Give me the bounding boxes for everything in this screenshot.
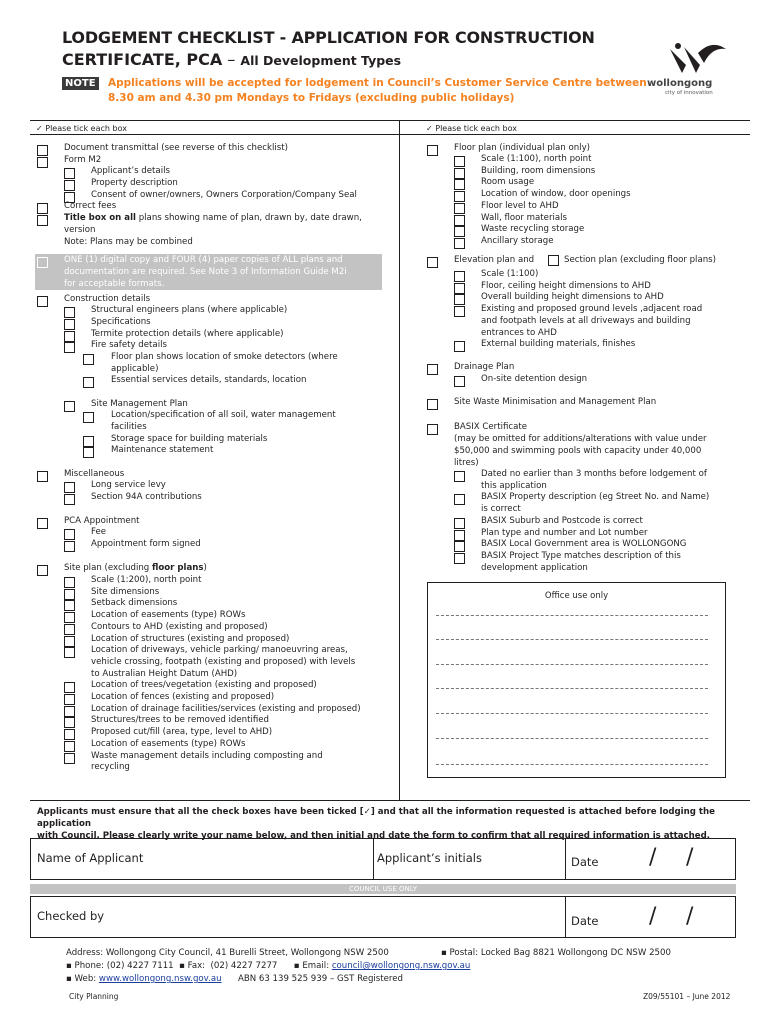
site-list-item: Location of fences (existing and proposed) — [91, 692, 275, 702]
logo-sub: city of innovation — [665, 90, 713, 96]
checkbox-doc-transmittal[interactable] — [37, 145, 48, 156]
elev-list-checkbox[interactable] — [454, 294, 465, 305]
item-misc: Miscellaneous — [64, 469, 125, 479]
checkbox-title-box[interactable] — [37, 215, 48, 226]
basix-list-checkbox[interactable] — [454, 494, 465, 505]
date-slash: / — [649, 904, 657, 929]
address-label: Address: — [66, 948, 104, 958]
fax-label: ▪ Fax: — [179, 961, 206, 971]
checkbox-basix[interactable] — [427, 424, 438, 435]
elevation-and: and — [515, 255, 535, 265]
note-line-1: Applications will be accepted for lodgement in Council’s Customer Service Centre between — [108, 77, 647, 89]
office-use-line[interactable] — [436, 615, 708, 616]
checkbox-construction-details[interactable] — [37, 296, 48, 307]
column-divider — [399, 120, 400, 800]
copies-line-1: ONE (1) digital copy and FOUR (4) paper copies of ALL plans and — [64, 255, 343, 265]
elev-list-item: entrances to AHD — [481, 327, 557, 338]
section-label: Section plan — [564, 255, 618, 265]
basix-list-item: Dated no earlier than 3 months before lodgement of — [481, 469, 707, 479]
office-use-line[interactable] — [436, 713, 708, 714]
floor-list-item: Room usage — [481, 177, 535, 188]
checkbox-structural[interactable] — [64, 307, 75, 318]
site-list-checkbox[interactable] — [64, 694, 75, 705]
checkbox-drainage[interactable] — [427, 364, 438, 375]
title-rest: APPLICATION FOR CONSTRUCTION — [291, 28, 595, 47]
checkbox-termite[interactable] — [64, 331, 75, 342]
site-list-item: vehicle crossing, footpath (existing and proposed) with levels — [91, 656, 356, 667]
floor-list-checkbox[interactable] — [454, 215, 465, 226]
basix-list-item: BASIX Property description (eg Street No. and Name) — [481, 492, 710, 503]
tick-instruction-left: ✓ Please tick each box — [36, 124, 127, 133]
item-s94a: Section 94A contributions — [91, 492, 202, 502]
postal-text: Locked Bag 8821 Wollongong DC NSW 2500 — [478, 948, 671, 958]
checkbox-form-m2[interactable] — [37, 157, 48, 168]
item-applicant-details: Applicant’s details — [91, 166, 170, 176]
web-link[interactable]: www.wollongong.nsw.gov.au — [98, 974, 222, 984]
checkbox-elevation[interactable] — [427, 257, 438, 268]
item-structural: Structural engineers plans (where applicable) — [91, 305, 288, 315]
document-ref: Z09/55101 – June 2012 — [643, 992, 731, 1001]
site-list-item: recycling — [91, 762, 130, 773]
checkbox-appt-form[interactable] — [64, 541, 75, 552]
checkbox-floor-plan[interactable] — [427, 145, 438, 156]
item-maintenance: Maintenance statement — [111, 445, 214, 455]
site-list-item: Waste management details including composting and — [91, 750, 323, 761]
basix-list-item: this application — [481, 480, 547, 491]
abn-text: ABN 63 139 525 939 – GST Registered — [237, 974, 404, 984]
item-note-plans — [64, 237, 193, 249]
site-list-checkbox[interactable] — [64, 647, 75, 658]
floor-list-checkbox[interactable] — [454, 226, 465, 237]
site-list-item: Location of trees/vegetation (existing and proposed) — [91, 680, 317, 691]
title-bold: LODGEMENT CHECKLIST - — [62, 28, 292, 47]
applicant-box — [30, 838, 736, 880]
council-use-bar: COUNCIL USE ONLY — [30, 884, 736, 894]
site-plan-floor: floor plans — [152, 563, 204, 573]
note-text — [108, 76, 647, 106]
item-onsite: On-site detention design — [481, 374, 588, 384]
checkbox-specifications[interactable] — [64, 319, 75, 330]
footer-postal — [441, 947, 671, 960]
divider — [30, 120, 750, 121]
applicant-initials-field[interactable] — [481, 839, 561, 879]
item-section — [564, 255, 716, 267]
basix-list-item: BASIX Project Type matches description of this — [481, 550, 681, 561]
note-plans-label: Note: — [64, 237, 88, 247]
item-smoke-2: applicable) — [111, 364, 159, 374]
item-form-m2: Form M2 — [64, 155, 102, 165]
basix-list-checkbox[interactable] — [454, 530, 465, 541]
floor-plan-label: Floor plan — [454, 143, 497, 153]
site-list-item: to Australian Height Datum (AHD) — [91, 668, 238, 679]
checkbox-fire-safety[interactable] — [64, 342, 75, 353]
date-slash: / — [649, 845, 657, 870]
subtitle-bold: CERTIFICATE, PCA — [62, 50, 223, 69]
floor-list-item: Scale (1:100), north point — [481, 154, 592, 164]
page-title — [62, 28, 595, 48]
checkbox-essential[interactable] — [83, 377, 94, 388]
basix-list-checkbox[interactable] — [454, 471, 465, 482]
floor-list-item: Location of window, door openings — [481, 189, 631, 200]
item-basix: BASIX Certificate — [454, 422, 528, 432]
elev-list-checkbox[interactable] — [454, 341, 465, 352]
item-essential: Essential services details, standards, location — [111, 375, 307, 385]
item-long-service: Long service levy — [91, 480, 166, 490]
checkbox-applicant-details[interactable] — [64, 168, 75, 179]
divider — [30, 134, 750, 135]
declaration-line-1 — [37, 806, 727, 830]
site-list-checkbox[interactable] — [64, 624, 75, 635]
basix-list-checkbox[interactable] — [454, 541, 465, 552]
floor-list-item: Floor level to AHD — [481, 200, 559, 211]
date-slash: / — [686, 904, 694, 929]
item-appt-form: Appointment form signed — [91, 539, 201, 549]
name-of-applicant-label: Name of Applicant — [37, 851, 144, 865]
postal-label: ▪ Postal: — [441, 948, 479, 958]
field-divider — [565, 897, 566, 937]
elev-list-item: External building materials, finishes — [481, 339, 636, 350]
item-pca-appt: PCA Appointment — [64, 516, 140, 526]
title-box-bold: Title box on all — [64, 213, 136, 223]
site-plan-excl: (excluding — [101, 563, 152, 573]
checkbox-soil[interactable] — [83, 412, 94, 423]
elev-list-checkbox[interactable] — [454, 283, 465, 294]
basix-list-checkbox[interactable] — [454, 553, 465, 564]
web-label: ▪ Web: — [66, 974, 97, 984]
tick-icon: ✓ — [363, 807, 371, 817]
checked-by-field[interactable] — [121, 897, 551, 937]
site-list-checkbox[interactable] — [64, 636, 75, 647]
basix-list-item: BASIX Suburb and Postcode is correct — [481, 515, 643, 526]
fax-text: (02) 4227 7277 — [205, 961, 294, 971]
site-list-checkbox[interactable] — [64, 589, 75, 600]
office-use-line[interactable] — [436, 688, 708, 689]
item-termite: Termite protection details (where applicable) — [91, 329, 284, 339]
item-construction-details: Construction details — [64, 294, 151, 304]
subtitle-sub: All Development Types — [240, 53, 402, 68]
tick-instruction-right: ✓ Please tick each box — [426, 124, 517, 133]
checkbox-long-service[interactable] — [64, 482, 75, 493]
site-plan-label: Site plan — [64, 563, 102, 573]
declaration-text — [37, 806, 727, 842]
checkbox-site-plan[interactable] — [37, 565, 48, 576]
item-smoke-1: Floor plan shows location of smoke detectors (where — [111, 352, 338, 362]
item-basix-note-2: $50,000 and swimming pools with capacity under 40,000 — [454, 446, 702, 456]
office-use-line[interactable] — [436, 639, 708, 640]
declaration-line-2: with Council. Please clearly write your name below, and then initial and date the form to confirm that all required information is attached. — [37, 831, 711, 841]
site-list-checkbox[interactable] — [64, 612, 75, 623]
footer-line-1 — [66, 947, 389, 960]
elev-list-item: Overall building height dimensions to AHD — [481, 292, 664, 303]
page-subtitle — [62, 50, 401, 71]
section-note: (excluding floor plans) — [617, 255, 716, 265]
checkbox-smoke-detectors[interactable] — [83, 354, 94, 365]
checkbox-fee[interactable] — [64, 529, 75, 540]
site-list-item: Location of driveways, vehicle parking/ manoeuvring areas, — [91, 645, 348, 656]
site-list-item: Structures/trees to be removed identified — [91, 715, 269, 726]
item-site-mgmt: Site Management Plan — [91, 399, 188, 409]
item-elevation — [454, 255, 534, 267]
item-drainage: Drainage Plan — [454, 362, 515, 372]
floor-list-checkbox[interactable] — [454, 179, 465, 190]
date-label: Date — [571, 855, 599, 869]
phone-text: (02) 4227 7111 — [104, 961, 180, 971]
site-list-item: Location of easements (type) ROWs — [91, 738, 246, 749]
site-list-item: Contours to AHD (existing and proposed) — [91, 621, 268, 632]
floor-list-item: Ancillary storage — [481, 235, 554, 246]
floor-list-checkbox[interactable] — [454, 203, 465, 214]
checkbox-pca-appt[interactable] — [37, 518, 48, 529]
elev-list-item: and footpath levels at all driveways and building — [481, 315, 691, 326]
note-line-2: 8.30 am and 4.30 pm Mondays to Fridays (excluding public holidays) — [108, 92, 515, 104]
site-list-checkbox[interactable] — [64, 717, 75, 728]
floor-plan-note: (individual plan only) — [496, 143, 591, 153]
title-box-rest: plans showing name of plan, drawn by, date drawn, — [135, 213, 362, 223]
checkbox-correct-fees[interactable] — [37, 203, 48, 214]
item-waste-min: Site Waste Minimisation and Management Plan — [454, 397, 657, 407]
footer-line-3 — [66, 973, 403, 986]
copies-line-2: documentation are required. See Note 3 of Information Guide M2i — [64, 267, 347, 277]
checkbox-maintenance[interactable] — [83, 447, 94, 458]
email-label: ▪ Email: — [293, 961, 330, 971]
item-site-plan — [64, 563, 207, 575]
floor-list-checkbox[interactable] — [454, 238, 465, 249]
checkbox-property-description[interactable] — [64, 180, 75, 191]
site-plan-close: ) — [203, 563, 207, 573]
site-list-item: Site dimensions — [91, 586, 160, 597]
site-list-checkbox[interactable] — [64, 577, 75, 588]
site-list-item: Setback dimensions — [91, 598, 178, 609]
site-list-item: Proposed cut/fill (area, type, level to AHD) — [91, 727, 273, 738]
note-plans-text: Plans may be combined — [87, 237, 193, 247]
elev-list-item: Scale (1:100) — [481, 269, 539, 279]
footer-line-2 — [66, 960, 470, 973]
office-use-line[interactable] — [436, 738, 708, 739]
office-use-line[interactable] — [436, 664, 708, 665]
item-doc-transmittal: Document transmittal (see reverse of this checklist) — [64, 143, 288, 153]
item-floor-plan — [454, 143, 590, 155]
site-list-checkbox[interactable] — [64, 729, 75, 740]
item-property-description: Property description — [91, 178, 178, 188]
checkbox-section[interactable] — [548, 255, 559, 266]
checked-by-box — [30, 896, 736, 938]
item-fire-safety: Fire safety details — [91, 340, 167, 350]
elevation-label: Elevation plan — [454, 255, 516, 265]
checked-by-label: Checked by — [37, 909, 105, 923]
note-badge: NOTE — [62, 77, 99, 90]
floor-list-checkbox[interactable] — [454, 168, 465, 179]
checkbox-storage[interactable] — [83, 436, 94, 447]
basix-list-item: BASIX Local Government area is WOLLONGONG — [481, 539, 687, 550]
logo-name: wollongong — [647, 78, 713, 89]
phone-label: ▪ Phone: — [66, 961, 105, 971]
elev-list-checkbox[interactable] — [454, 271, 465, 282]
wollongong-logo-icon — [668, 43, 728, 75]
item-title-box — [64, 213, 362, 225]
declaration-part-2: ] and that all the information requested is attached before lodging the application — [37, 807, 715, 829]
site-list-item: Scale (1:200), north point — [91, 575, 202, 585]
checkbox-s94a[interactable] — [64, 494, 75, 505]
item-title-box-version: version — [64, 225, 96, 235]
item-basix-note-3: litres) — [454, 458, 479, 468]
checkbox-waste-min[interactable] — [427, 399, 438, 410]
office-use-box — [427, 582, 726, 778]
site-list-checkbox[interactable] — [64, 682, 75, 693]
item-basix-note-1: (may be omitted for additions/alterations with value under — [454, 434, 707, 444]
date-slash: / — [686, 845, 694, 870]
item-consent-owner: Consent of owner/owners, Owners Corporation/Company Seal — [91, 190, 357, 200]
site-list-checkbox[interactable] — [64, 753, 75, 764]
site-list-item: Location of drainage facilities/services (existing and proposed) — [91, 703, 361, 714]
site-list-item: Location of easements (type) ROWs — [91, 610, 246, 621]
item-correct-fees: Correct fees — [64, 201, 117, 211]
basix-list-checkbox[interactable] — [454, 518, 465, 529]
floor-list-checkbox[interactable] — [454, 191, 465, 202]
checkbox-onsite[interactable] — [454, 376, 465, 387]
item-soil-1: Location/specification of all soil, water management — [111, 410, 336, 420]
office-use-line[interactable] — [436, 764, 708, 765]
date-label: Date — [571, 914, 599, 928]
subtitle-dash: – — [222, 50, 241, 69]
elev-list-item: Existing and proposed ground levels ,adjacent road — [481, 304, 703, 315]
department-label: City Planning — [69, 992, 119, 1001]
elev-list-item: Floor, ceiling height dimensions to AHD — [481, 280, 651, 291]
site-list-item: Location of structures (existing and proposed) — [91, 633, 290, 644]
site-list-checkbox[interactable] — [64, 706, 75, 717]
floor-list-item: Waste recycling storage — [481, 224, 585, 235]
copies-line-3: for acceptable formats. — [64, 279, 165, 289]
site-list-checkbox[interactable] — [64, 741, 75, 752]
basix-list-item: is correct — [481, 504, 521, 515]
basix-list-item: development application — [481, 562, 588, 573]
item-specifications: Specifications — [91, 317, 151, 327]
checkbox-misc[interactable] — [37, 471, 48, 482]
floor-list-item: Wall, floor materials — [481, 212, 567, 223]
office-use-title: Office use only — [544, 591, 609, 601]
address-text: Wollongong City Council, 41 Burelli Street, Wollongong NSW 2500 — [103, 948, 389, 958]
item-storage: Storage space for building materials — [111, 434, 268, 444]
field-divider — [373, 839, 374, 879]
initials-label: Applicant’s initials — [377, 851, 482, 865]
declaration-part-1: Applicants must ensure that all the check boxes have been ticked [ — [37, 807, 364, 817]
elev-list-checkbox[interactable] — [454, 306, 465, 317]
item-fee: Fee — [91, 527, 107, 537]
divider — [30, 800, 750, 801]
checkbox-site-mgmt[interactable] — [64, 401, 75, 412]
field-divider — [565, 839, 566, 879]
basix-list-item: Plan type and number and Lot number — [481, 527, 648, 538]
checkbox-copies[interactable] — [37, 257, 48, 268]
email-link[interactable]: council@wollongong.nsw.gov.au — [331, 961, 471, 971]
applicant-name-field[interactable] — [31, 839, 361, 879]
floor-list-checkbox[interactable] — [454, 156, 465, 167]
item-soil-2: facilities — [111, 422, 147, 432]
site-list-checkbox[interactable] — [64, 600, 75, 611]
floor-list-item: Building, room dimensions — [481, 165, 596, 176]
